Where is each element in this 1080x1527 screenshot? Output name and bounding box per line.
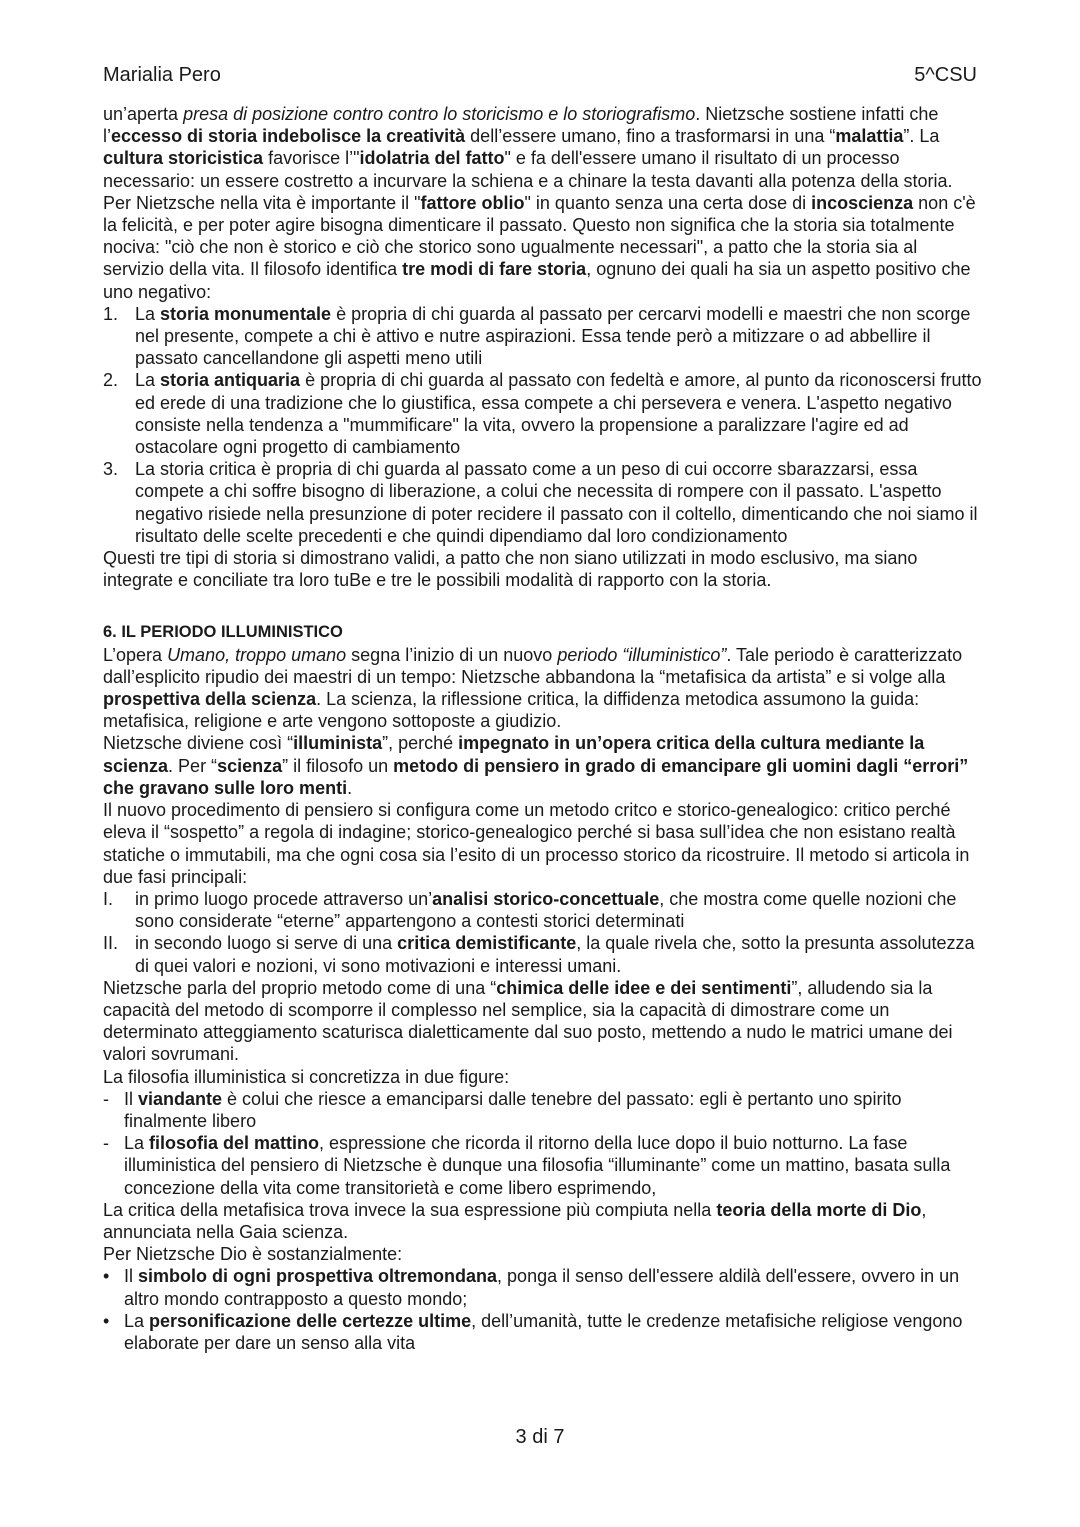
text-run: ”, perché: [382, 733, 459, 754]
class-label: 5^CSU: [914, 64, 977, 86]
list-item: [103, 1265, 983, 1309]
text-run: , ognuno dei quali ha sia un aspetto positivo che uno negativo:: [103, 259, 971, 302]
text-run: favorisce l’": [263, 148, 360, 169]
paragraph: [103, 1066, 983, 1088]
text-run: , dell’umanità, tutte le credenze metafisiche religiose vengono elaborate per dare un senso alla vita: [124, 1310, 963, 1353]
text-run: . Tale periodo è caratterizzato dall’esplicito ripudio dei maestri di un tempo: Nietzsche abbandona la “metafisica da artista” e si volge alla: [103, 644, 963, 687]
bold-text: malattia: [835, 126, 904, 147]
section-heading: 6. IL PERIODO ILLUMINISTICO: [103, 623, 343, 642]
dash-list-figures: [103, 1088, 983, 1199]
text-run: , espressione che ricorda il ritorno della luce dopo il buio notturno. La fase illuministica del pensiero di Nietzsche è dunque una filosofia “illuminante” come un mattino, basata sulla concezione della vita come transitorietà e come libero esprimendo,: [124, 1133, 951, 1198]
text-run: La storia critica è propria di chi guarda al passato come a un peso di cui occorre sbarazzarsi, essa compete a chi soffre bisogno di liberazione, a colui che necessita di rompere con il passato. L'aspetto negativo risiede nella presunzione di poter recidere il passato con il coltello, dimenticando che noi siamo il risultato delle scelte precedenti e che quindi dipendiamo dal loro condizionamento: [135, 459, 978, 546]
list-item: [103, 303, 983, 370]
text-run: segna l’inizio di un nuovo: [346, 644, 558, 665]
text-run: , che mostra come quelle nozioni che sono considerate “eterne” appartengono a contesti storici determinati: [135, 888, 957, 932]
text-run: " in quanto senza una certa dose di: [524, 192, 812, 213]
text-run: Per Nietzsche Dio è sostanzialmente:: [103, 1244, 403, 1265]
text-run: . Per “: [168, 755, 218, 776]
page-header: [103, 64, 977, 90]
text-run: in primo luogo procede attraverso un’: [135, 888, 433, 909]
text-run: Nietzsche diviene così “: [103, 733, 294, 754]
bold-text: idolatria del fatto: [359, 148, 505, 169]
list-marker: II.: [103, 933, 119, 954]
italic-text: presa di posizione contro contro lo storicismo e lo storiografismo: [183, 104, 696, 124]
bold-text: storia monumentale: [160, 303, 332, 324]
text-run: .: [347, 777, 353, 798]
bold-text: critica demistificante: [397, 933, 577, 954]
text-run: . La scienza, la riflessione critica, la diffidenza metodica assumono la guida: metafisica, religione e arte vengono sottoposte a giudizio.: [103, 689, 920, 732]
document-body: [103, 103, 983, 1354]
list-marker: -: [103, 1133, 109, 1154]
text-run: , annunciata nella Gaia scienza.: [103, 1199, 927, 1242]
bold-text: scienza: [217, 755, 283, 776]
text-run: ”, alludendo sia la capacità del metodo di scomporre il complesso nel semplice, sia la capacità di dimostrare come un determinato atteggiamento scaturisca dialetticamente dal suo posto, mettendo a nudo le matrici umane dei valori sovrumani.: [103, 977, 953, 1065]
text-run: , ponga il senso dell'essere aldilà dell'essere, ovvero in un altro mondo contrapposto a questo mondo;: [124, 1266, 960, 1309]
bold-text: eccesso di storia indebolisce la creatività: [111, 126, 466, 147]
bold-text: incoscienza: [811, 192, 914, 213]
bold-text: tre modi di fare storia: [402, 259, 587, 280]
text-run: Il: [124, 1266, 139, 1287]
text-run: ” il filosofo un: [282, 755, 394, 776]
list-marker: 2.: [103, 370, 119, 391]
paragraph: [103, 547, 983, 591]
text-run: in secondo luogo si serve di una: [135, 933, 398, 954]
bold-text: prospettiva della scienza: [103, 689, 317, 710]
bold-text: chimica delle idee e dei sentimenti: [496, 977, 792, 998]
text-run: La: [124, 1310, 150, 1331]
list-item: [103, 1310, 983, 1354]
italic-text: periodo “illuministico”: [557, 644, 727, 665]
list-marker: •: [103, 1266, 110, 1287]
list-marker: -: [103, 1088, 109, 1109]
paragraph: [103, 977, 983, 1066]
list-item: [103, 1132, 983, 1199]
text-run: è colui che riesce a emanciparsi dalle tenebre del passato: egli è pertanto uno spirito finalmente libero: [124, 1088, 902, 1131]
text-run: Il: [124, 1088, 139, 1109]
text-run: " e fa dell'essere umano il risultato di un processo necessario: un essere costretto a incurvare la schiena e a chinare la testa davanti alla potenza della storia. Per Nietzsche nella vita è importante il ": [103, 148, 953, 213]
bold-text: fattore oblio: [420, 192, 525, 213]
text-run: La critica della metafisica trova invece la sua espressione più compiuta nella: [103, 1199, 717, 1220]
bold-text: filosofia del mattino: [149, 1133, 320, 1154]
text-run: La: [124, 1133, 150, 1154]
numbered-list-history-types: [103, 303, 983, 547]
bold-text: storia antiquaria: [160, 370, 301, 391]
bold-text: impegnato in un’opera critica della cultura mediante la scienza: [103, 733, 925, 776]
list-item: [103, 888, 983, 932]
roman-list-method-phases: [103, 888, 983, 977]
text-run: Nietzsche parla del proprio metodo come di una “: [103, 977, 497, 998]
text-run: . Nietzsche sostiene infatti che l’: [103, 104, 939, 147]
list-item: [103, 458, 983, 547]
paragraph: [103, 732, 983, 799]
bullet-list-god: [103, 1265, 983, 1354]
paragraph: [103, 644, 983, 733]
text-run: un’aperta: [103, 104, 184, 124]
list-item: [103, 932, 983, 976]
bold-text: simbolo di ogni prospettiva oltremondana: [138, 1266, 498, 1287]
bold-text: personificazione delle certezze ultime: [149, 1310, 472, 1331]
text-run: è propria di chi guarda al passato per cercarvi modelli e maestri che non scorge nel presente, compete a chi è attivo e nutre aspirazioni. Essa tende però a mitizzare o ad abbellire il passato cancellandone gli aspetti meno utili: [135, 303, 971, 369]
text-run: è propria di chi guarda al passato con fedeltà e amore, al punto da riconoscersi frutto ed erede di una tradizione che lo giustifica, essa compete a chi persevera e venera. L'aspetto negativo consiste nella tendenza a "mummificare" la vita, ovvero la propensione a paralizzare l'agire ed ad ostacolare ogni progetto di cambiamento: [135, 370, 982, 458]
text-run: Questi tre tipi di storia si dimostrano validi, a patto che non siano utilizzati in modo esclusivo, ma siano integrate e conciliate tra loro tuBe e tre le possibili modalità di rapporto con la storia.: [103, 548, 918, 591]
list-item: [103, 1088, 983, 1132]
text-run: , la quale rivela che, sotto la presunta assolutezza di quei valori e nozioni, vi sono motivazioni e interessi umani.: [135, 933, 975, 976]
text-run: La: [135, 370, 161, 391]
bold-text: viandante: [138, 1088, 223, 1109]
italic-text: Umano, troppo umano: [167, 644, 347, 665]
list-marker: •: [103, 1310, 110, 1331]
paragraph: [103, 1199, 983, 1243]
paragraph: [103, 103, 983, 303]
text-run: non c'è la felicità, e per poter agire bisogna dimenticare il passato. Questo non significa che la storia sia totalmente nociva: "ciò che non è storico e ciò che storico sono ugualmente necessari", a patto che la storia sia al servizio della vita. Il filosofo identifica: [103, 192, 976, 280]
text-run: La: [135, 303, 161, 324]
text-run: Il nuovo procedimento di pensiero si configura come un metodo critco e storico-genealogico: critico perché eleva il “sospetto” a regola di indagine; storico-genealogico perché si basa sull’idea che non esistano realtà statiche o immutabili, ma che ogni cosa sia l’esito di un processo storico da ricostruire. Il metodo si articola in due fasi principali:: [103, 800, 970, 887]
text-run: ”. La: [903, 126, 940, 147]
author-name: Marialia Pero: [103, 64, 221, 86]
bold-text: analisi storico-concettuale: [432, 888, 660, 909]
paragraph: [103, 1243, 983, 1265]
bold-text: cultura storicistica: [103, 148, 264, 169]
text-run: L’opera: [103, 644, 168, 665]
list-marker: I.: [103, 888, 114, 909]
list-marker: 1.: [103, 303, 119, 324]
paragraph: [103, 799, 983, 888]
bold-text: illuminista: [293, 733, 383, 754]
list-marker: 3.: [103, 459, 119, 480]
list-item: [103, 369, 983, 458]
text-run: dell’essere umano, fino a trasformarsi in una “: [465, 126, 836, 147]
bold-text: metodo di pensiero in grado di emancipare gli uomini dagli “errori” che gravano sulle loro menti: [103, 755, 969, 798]
page-number: 3 di 7: [515, 1426, 565, 1448]
bold-text: teoria della morte di Dio: [716, 1199, 922, 1220]
text-run: La filosofia illuministica si concretizza in due figure:: [103, 1066, 510, 1087]
